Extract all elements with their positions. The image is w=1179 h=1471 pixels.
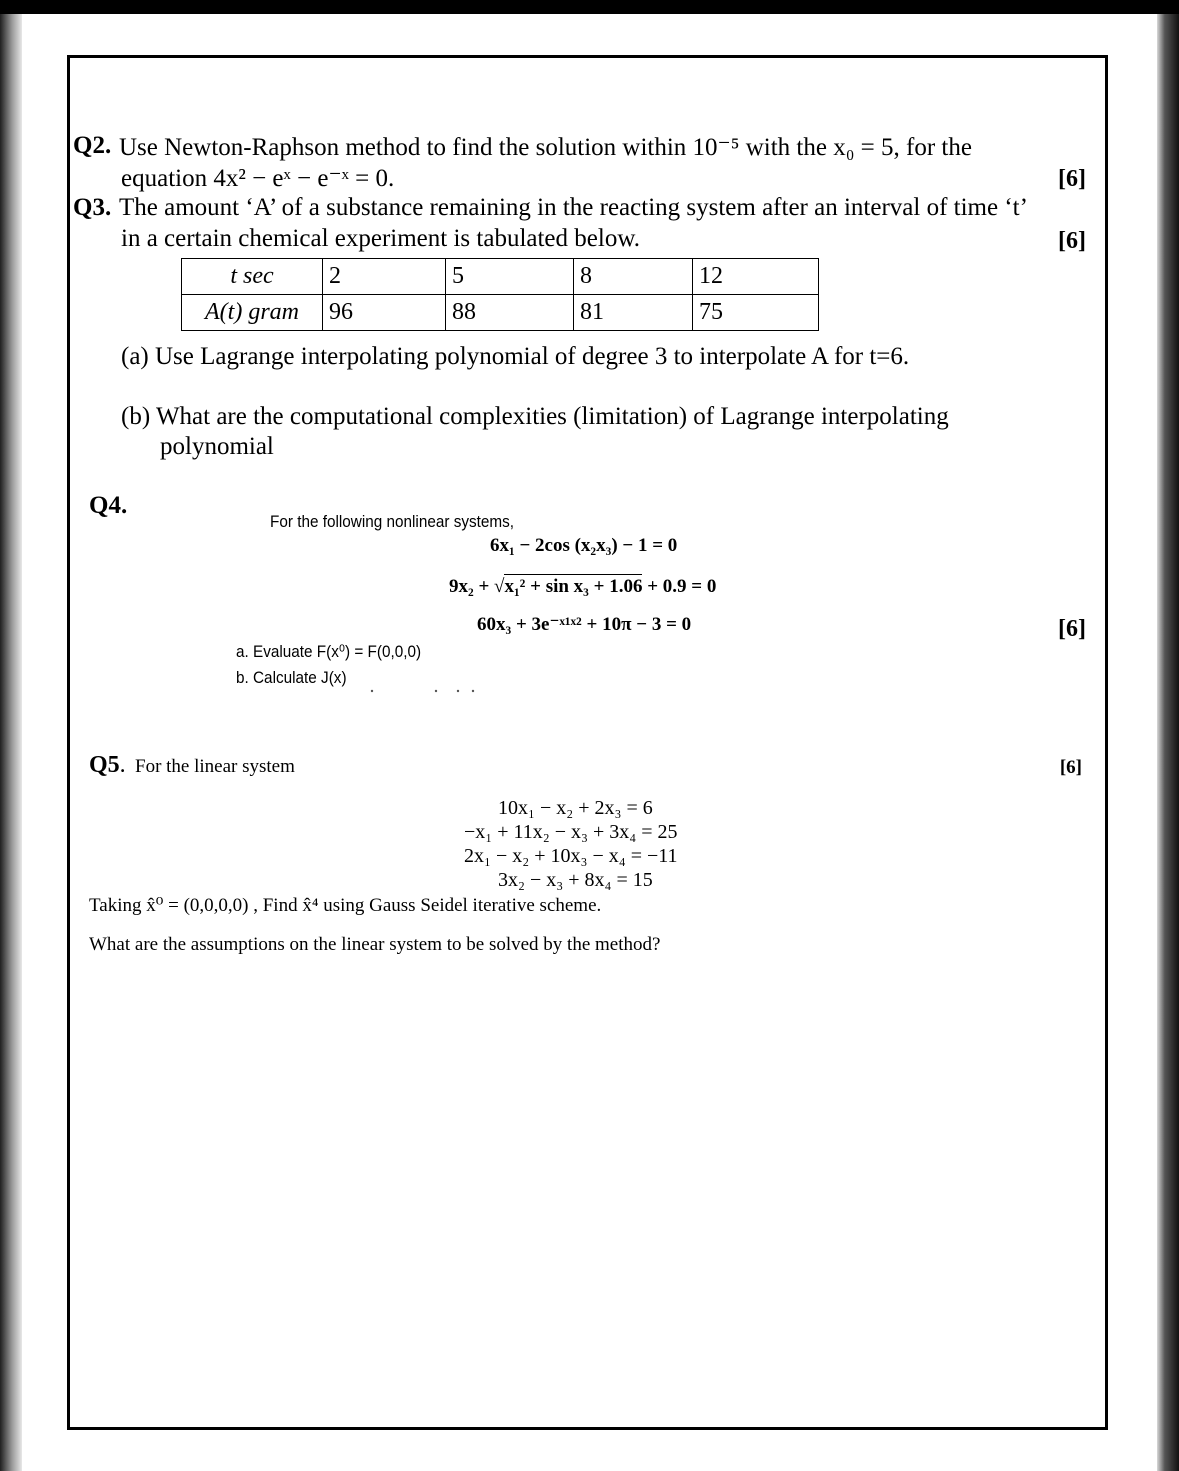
q2-label: Q2. [73, 132, 112, 159]
window-top-bar [0, 0, 1179, 14]
table-cell: 12 [693, 259, 819, 295]
q5-intro: For the linear system [135, 756, 295, 777]
q5-equation-4: 3x₂ − x₃ + 8x₄ = 15 [498, 869, 653, 891]
scan-artifact-dots [370, 689, 480, 693]
q3-label: Q3. [73, 194, 112, 221]
artifact-dot [371, 690, 373, 692]
q5-mark: [6] [1059, 757, 1082, 778]
right-shadow [1157, 14, 1179, 1471]
table-row [182, 295, 819, 331]
q3-mark: [6] [1058, 228, 1086, 254]
table-cell: 75 [693, 295, 819, 331]
table-cell: 8 [574, 259, 693, 295]
q5-question: What are the assumptions on the linear system to be solved by the method? [89, 934, 661, 955]
q5-equation-2: −x₁ + 11x₂ − x₃ + 3x₄ = 25 [464, 821, 678, 843]
q3-part-b-line1: (b) What are the computational complexities (limitation) of Lagrange interpolating [121, 403, 949, 430]
table-row [182, 259, 819, 295]
q5-equation-3: 2x₁ − x₂ + 10x₃ − x₄ = −11 [464, 845, 678, 867]
table-cell: 96 [323, 295, 446, 331]
table-cell: 5 [446, 259, 574, 295]
artifact-dot [457, 690, 459, 692]
q5-label-text: Q5 [89, 752, 120, 778]
q3-data-table [181, 258, 819, 331]
q4-equation-1: 6x₁ − 2cos (x₂x₃) − 1 = 0 [490, 535, 678, 556]
q4-intro: For the following nonlinear systems, [270, 512, 515, 531]
table-cell: 81 [574, 295, 693, 331]
q4-mark: [6] [1058, 616, 1086, 642]
q4-equation-2-suffix: + 0.9 = 0 [647, 576, 717, 597]
q5-label-dot: . [119, 752, 126, 778]
q4-label: Q4. [89, 492, 128, 519]
q4-equation-2 [449, 574, 716, 598]
table-cell: 88 [446, 295, 574, 331]
q5-task: Taking x̂⁰ = (0,0,0,0) , Find x̂⁴ using Gauss Seidel iterative scheme. [89, 895, 602, 916]
q2-text-line2: equation 4x² − eˣ − e⁻ˣ = 0. [121, 165, 395, 192]
q3-part-a: (a) Use Lagrange interpolating polynomial of degree 3 to interpolate A for t=6. [121, 343, 910, 370]
artifact-dot [472, 690, 474, 692]
table-header-cell: t sec [182, 259, 323, 295]
q2-text-line1: Use Newton-Raphson method to find the solution within 10⁻⁵ with the x₀ = 5, for the [119, 134, 972, 161]
q4-equation-3: 60x₃ + 3e⁻ˣ¹ˣ² + 10π − 3 = 0 [477, 614, 692, 635]
q4-equation-2-radicand: x₁² + sin x₃ + 1.06 [504, 576, 643, 597]
q5-equation-1: 10x₁ − x₂ + 2x₃ = 6 [498, 797, 653, 819]
left-shadow [0, 14, 22, 1471]
table-header-cell: A(t) gram [182, 295, 323, 331]
q3-text-line2: in a certain chemical experiment is tabulated below. [121, 225, 640, 252]
q3-text-line1: The amount ‘A’ of a substance remaining in the reacting system after an interval of time ‘t’ [119, 194, 1028, 221]
q4-part-b: b. Calculate J(x) [236, 668, 347, 687]
sqrt-symbol-icon: √ [494, 576, 505, 597]
q4-equation-2-prefix: 9x₂ + [449, 576, 490, 597]
q4-part-a: a. Evaluate F(x⁰) = F(0,0,0) [236, 642, 422, 661]
q2-mark: [6] [1058, 166, 1086, 192]
q3-part-b-line2: polynomial [160, 433, 274, 460]
table-cell: 2 [323, 259, 446, 295]
q5-label [89, 752, 126, 779]
artifact-dot [435, 690, 437, 692]
